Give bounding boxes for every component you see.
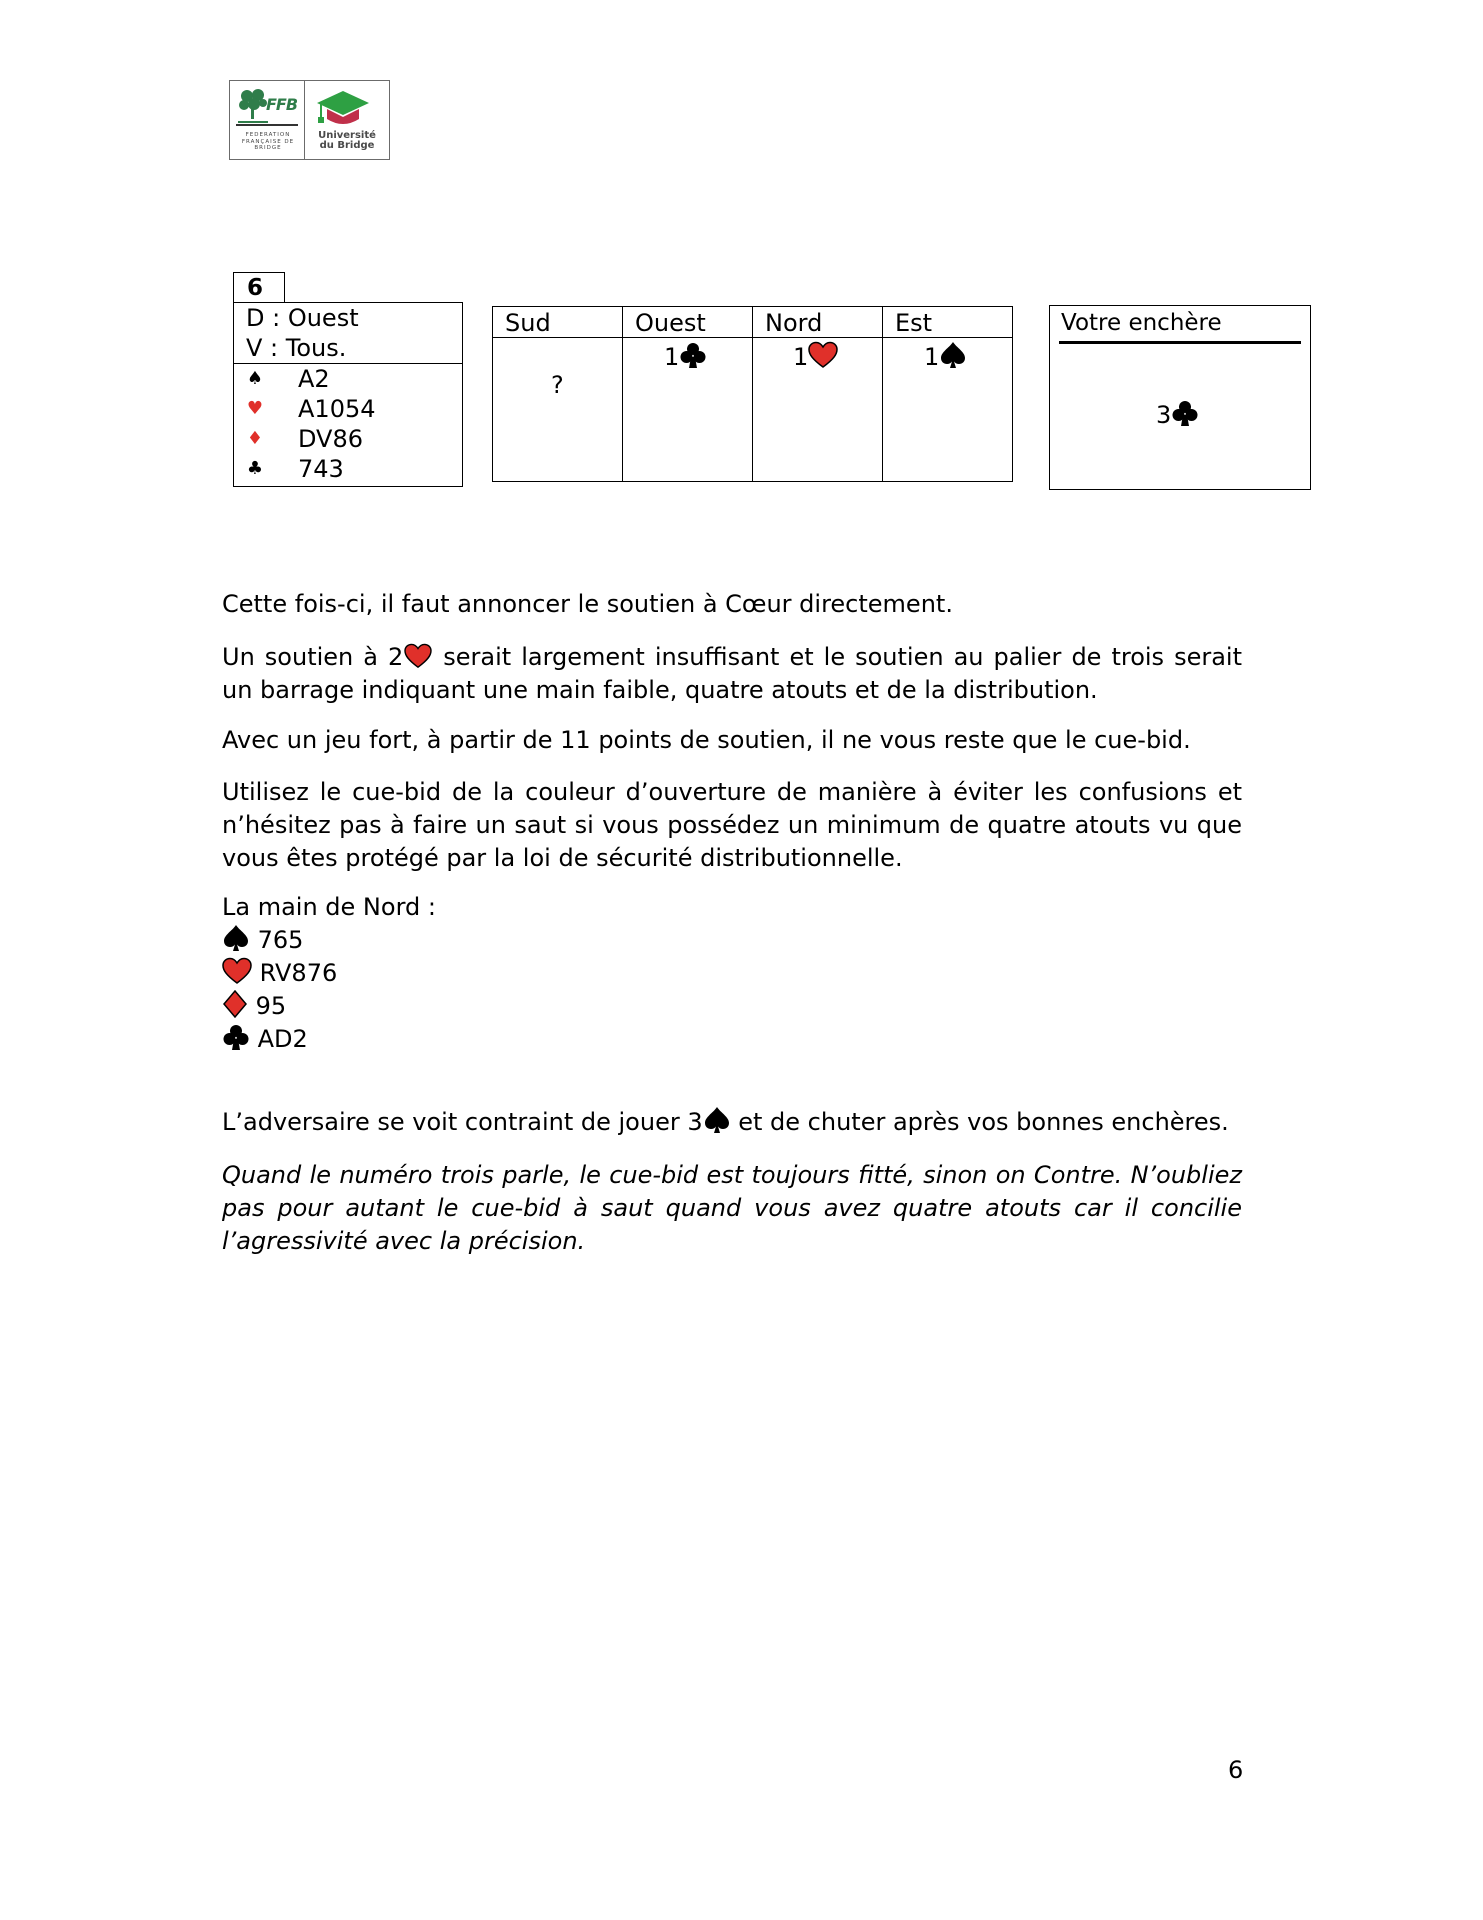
answer-box <box>1049 305 1311 490</box>
club-icon <box>222 1023 250 1051</box>
north-clubs: AD2 <box>257 1025 308 1053</box>
universite-line1: Université <box>318 130 376 141</box>
graduation-cap-icon <box>315 89 371 129</box>
tree-icon <box>238 87 268 125</box>
dealer: D : Ouest <box>246 304 359 332</box>
north-row-spades <box>222 924 1242 957</box>
bid-column-nord <box>753 307 883 481</box>
bid-header-ouest: Ouest <box>623 307 752 338</box>
board-number: 6 <box>233 272 285 303</box>
north-spades: 765 <box>257 926 304 954</box>
hand-clubs: 743 <box>298 455 344 483</box>
bidding-table <box>492 306 1013 482</box>
north-row-clubs <box>222 1023 1242 1056</box>
hand-diamonds: DV86 <box>298 425 364 453</box>
north-diamonds: 95 <box>255 992 287 1020</box>
bid-column-sud <box>493 307 623 481</box>
heart-icon <box>222 957 252 985</box>
spade-icon <box>222 924 250 952</box>
bid-header-sud: Sud <box>493 307 622 338</box>
hand-spades: A2 <box>298 365 330 393</box>
north-row-diamonds <box>222 990 1242 1023</box>
bid-ouest <box>664 341 707 371</box>
bid-column-est <box>883 307 1012 481</box>
spade-icon <box>703 1106 731 1134</box>
paragraph-2-start: Un soutien à 2 <box>222 643 404 671</box>
bid-header-nord: Nord <box>753 307 882 338</box>
heart-icon <box>808 341 838 369</box>
page-number: 6 <box>1228 1756 1244 1784</box>
universite-text <box>305 131 389 151</box>
hand-row-hearts <box>234 394 462 424</box>
bid-ouest-level: 1 <box>664 343 680 371</box>
ffb-logo-left <box>230 81 305 159</box>
paragraph-2 <box>222 641 1242 707</box>
answer-divider <box>1059 341 1301 344</box>
heart-icon <box>403 643 433 669</box>
hand-header <box>234 303 462 364</box>
spade-icon: ♠ <box>246 368 264 389</box>
bid-est-level: 1 <box>924 343 940 371</box>
north-hearts: RV876 <box>259 959 338 987</box>
ffb-subtitle: FEDERATION FRANÇAISE DE BRIDGE <box>241 132 295 151</box>
bid-sud: ? <box>551 371 564 399</box>
paragraph-3: Avec un jeu fort, à partir de 11 points de soutien, il ne vous reste que le cue-bid. <box>222 726 1191 754</box>
hand-hearts: A1054 <box>298 395 376 423</box>
answer-level: 3 <box>1156 401 1172 429</box>
paragraph-6: Quand le numéro trois parle, le cue-bid est toujours fitté, sinon on Contre. N’oubliez pas pour autant le cue-bid à saut quand vous avez quatre atouts car il concilie l’agressivité avec la précision. <box>222 1161 1242 1255</box>
paragraph-5-end: et de chuter après vos bonnes enchères. <box>730 1108 1229 1136</box>
diamond-icon <box>222 990 248 1018</box>
answer-bid <box>1156 399 1199 430</box>
paragraph-5 <box>222 1106 1242 1139</box>
bid-est <box>924 341 967 371</box>
spade-icon <box>939 341 967 369</box>
universite-logo <box>305 81 389 159</box>
club-icon <box>679 341 707 369</box>
bid-nord <box>793 341 838 371</box>
club-icon <box>1171 399 1199 427</box>
vulnerability: V : Tous. <box>246 334 347 362</box>
hand-row-clubs <box>234 454 462 484</box>
diamond-icon: ♦ <box>246 428 264 449</box>
paragraph-5-start: L’adversaire se voit contraint de jouer 3 <box>222 1108 703 1136</box>
answer-title: Votre enchère <box>1061 310 1222 336</box>
hand-row-spades <box>234 364 462 394</box>
hand-box <box>233 302 463 487</box>
ffb-text: FFB <box>266 95 298 114</box>
universite-line2: du Bridge <box>319 140 375 151</box>
north-hand-title: La main de Nord : <box>222 893 436 921</box>
paragraph-2-end: serait largement insuffisant et le soutien au palier de trois serait un barrage indiquant une main faible, quatre atouts et de la distribution. <box>222 643 1242 704</box>
bid-nord-level: 1 <box>793 343 809 371</box>
bid-header-est: Est <box>883 307 1012 338</box>
ffb-logo <box>229 80 390 160</box>
bid-column-ouest <box>623 307 753 481</box>
paragraph-4: Utilisez le cue-bid de la couleur d’ouverture de manière à éviter les confusions et n’hésitez pas à faire un saut si vous possédez un minimum de quatre atouts vu que vous êtes protégé par la loi de sécurité distributionnelle. <box>222 778 1242 872</box>
hand-row-diamonds <box>234 424 462 454</box>
north-row-hearts <box>222 957 1242 990</box>
paragraph-1: Cette fois-ci, il faut annoncer le soutien à Cœur directement. <box>222 590 953 618</box>
club-icon: ♣ <box>246 458 264 479</box>
heart-icon: ♥ <box>246 398 264 419</box>
